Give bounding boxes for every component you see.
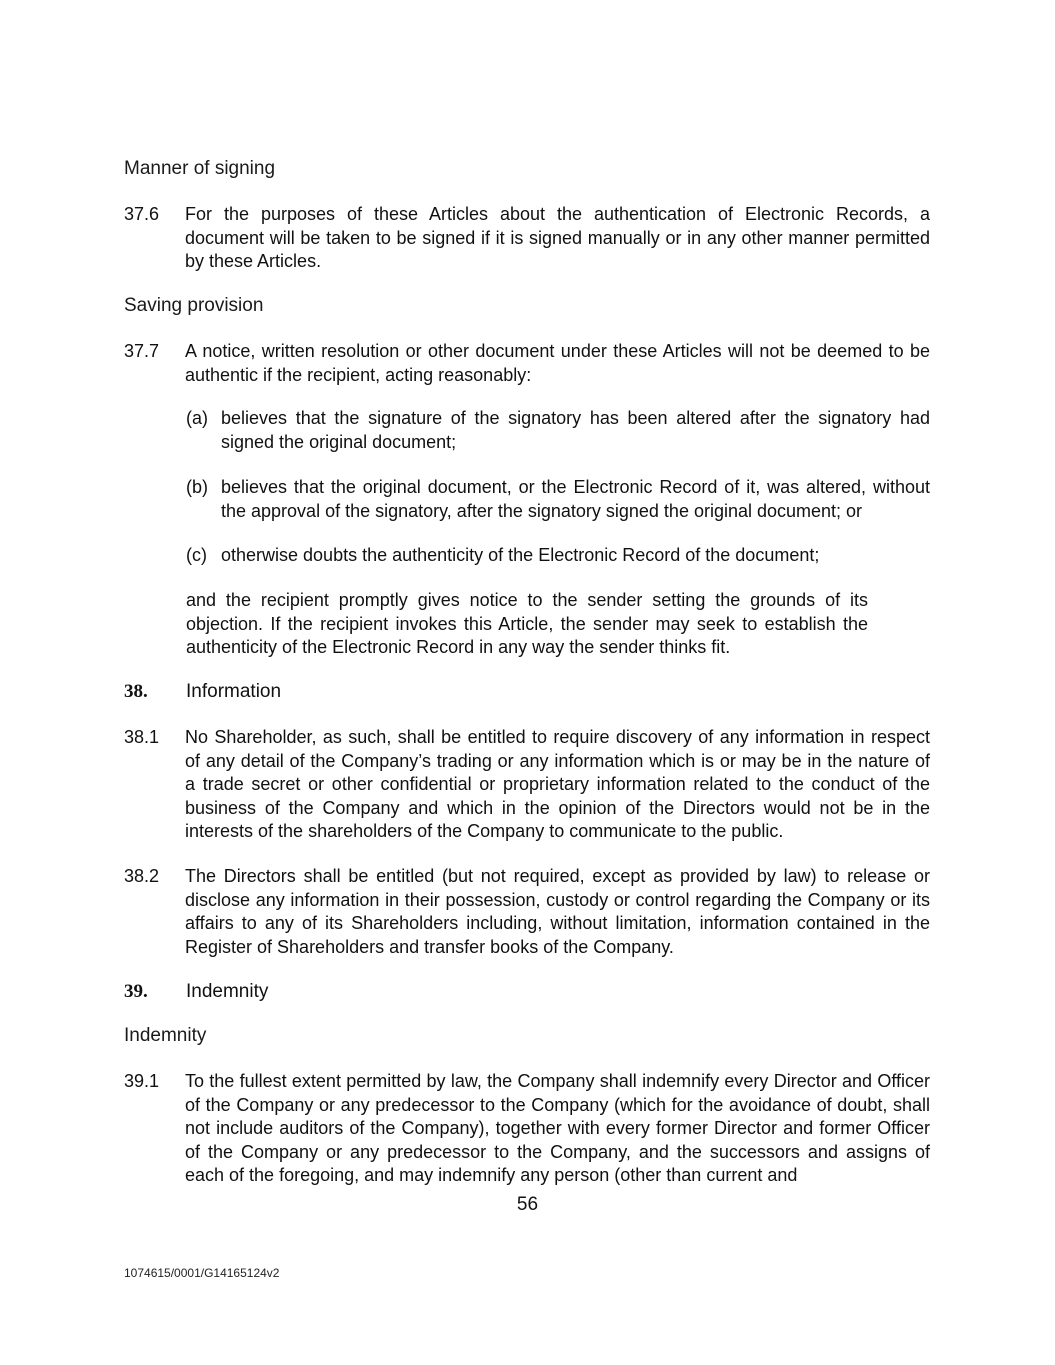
clause-text: For the purposes of these Articles about the authentication of Electronic Records, a document will be taken to be signed if it is signed manually or in any other manner permitted by these Articles. bbox=[185, 204, 930, 271]
clause-number: 39.1 bbox=[124, 1071, 160, 1091]
sub-clause-text: otherwise doubts the authenticity of the Electronic Record of the document; bbox=[221, 545, 820, 565]
sub-clause-label: (b) bbox=[186, 477, 208, 497]
clause-37-7 bbox=[124, 340, 930, 387]
sub-clause-b bbox=[186, 476, 930, 523]
heading-indemnity: Indemnity bbox=[124, 1025, 207, 1046]
clause-number: 38.1 bbox=[124, 727, 160, 747]
section-title: Information bbox=[186, 681, 282, 702]
clause-text: A notice, written resolution or other document under these Articles will not be deemed to be authentic if the recipient, acting reasonably: bbox=[185, 341, 930, 385]
sub-clause-c bbox=[186, 544, 930, 568]
clause-number: 38.2 bbox=[124, 866, 160, 886]
sub-clause-text: believes that the original document, or the Electronic Record of it, was altered, without the approval of the signatory, after the signatory signed the original document; or bbox=[221, 477, 930, 521]
sub-clause-text: believes that the signature of the signatory has been altered after the signatory had signed the original document; bbox=[221, 408, 930, 452]
clause-38-1 bbox=[124, 726, 930, 844]
section-title: Indemnity bbox=[186, 981, 269, 1002]
clause-number: 37.6 bbox=[124, 204, 160, 224]
sub-clause-a bbox=[186, 407, 930, 454]
heading-manner-of-signing: Manner of signing bbox=[124, 158, 276, 179]
document-reference: 1074615/0001/G14165124v2 bbox=[124, 1266, 280, 1280]
section-number: 38. bbox=[124, 681, 148, 702]
clause-37-6 bbox=[124, 203, 930, 274]
clause-38-2 bbox=[124, 865, 930, 959]
clause-39-1 bbox=[124, 1070, 930, 1188]
clause-37-7-closing: and the recipient promptly gives notice to the sender setting the grounds of its objection. If the recipient invokes this Article, the sender may seek to establish the authenticity of the Electronic Record in any way the sender thinks fit. bbox=[186, 590, 868, 657]
sub-clause-label: (c) bbox=[186, 545, 207, 565]
clause-text: The Directors shall be entitled (but not required, except as provided by law) to release or disclose any information in their possession, custody or control regarding the Company or its affairs to any of its Shareholders including, without limitation, information contained in the Register of Shareholders and transfer books of the Company. bbox=[185, 866, 930, 957]
clause-number: 37.7 bbox=[124, 341, 160, 361]
sub-clause-label: (a) bbox=[186, 408, 208, 428]
page-number: 56 bbox=[516, 1194, 539, 1215]
heading-saving-provision: Saving provision bbox=[124, 295, 264, 316]
clause-text: To the fullest extent permitted by law, the Company shall indemnify every Director and Officer of the Company or any predecessor to the Company (which for the avoidance of doubt, shall not include auditors of the Company), together with every former Director and former Officer of the Company or any predecessor to the Company, and the successors and assigns of each of the foregoing, and may indemnify any person (other than current and bbox=[185, 1071, 930, 1185]
section-number: 39. bbox=[124, 981, 148, 1002]
clause-text: No Shareholder, as such, shall be entitled to require discovery of any information in respect of any detail of the Company’s trading or any information which is or may be in the nature of a trade secret or other confidential or proprietary information related to the conduct of the business of the Company and which in the opinion of the Directors would not be in the interests of the shareholders of the Company to communicate to the public. bbox=[185, 727, 930, 841]
